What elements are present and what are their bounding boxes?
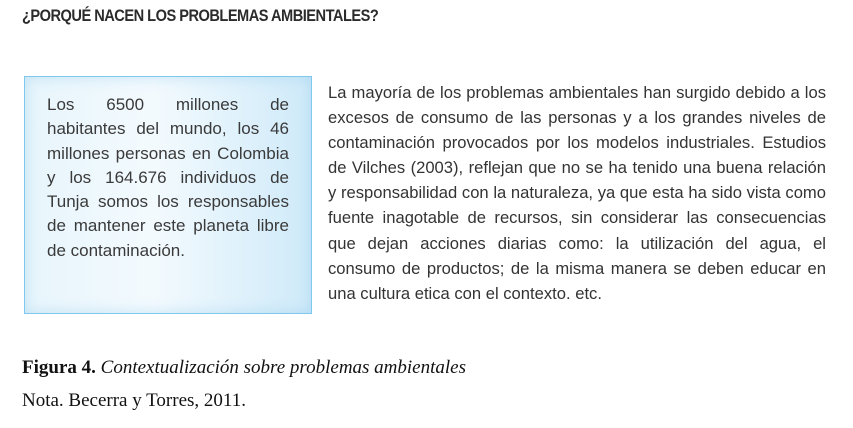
- source-note: Nota. Becerra y Torres, 2011.: [22, 390, 246, 411]
- figure-label: Figura 4.: [22, 357, 96, 378]
- callout-text: Los 6500 millones de habitantes del mundo, los 46 millones personas en Colombia y los 164.676 individuos de Tunja somos los responsables de mantener este planeta libre de contaminación.: [47, 95, 289, 260]
- section-heading: ¿PORQUÉ NACEN LOS PROBLEMAS AMBIENTALES?: [22, 6, 379, 25]
- body-paragraph: La mayoría de los problemas ambientales han surgido debido a los excesos de consumo de las personas y a los grandes niveles de contaminación provocados por los modelos industriales. Estudios de Vilches (2003), reflejan que no se ha tenido una buena relación y responsabilidad con la naturaleza, ya que esta ha sido vista como fuente inagotable de recursos, sin considerar las consecuencias que dejan acciones diarias como: la utilización del agua, el consumo de productos; de la misma manera se deben educar en una cultura etica con el contexto. etc.: [328, 83, 826, 303]
- callout-box: [24, 76, 312, 314]
- figure-title: Contextualización sobre problemas ambientales: [100, 357, 467, 378]
- figure-caption: [22, 357, 842, 379]
